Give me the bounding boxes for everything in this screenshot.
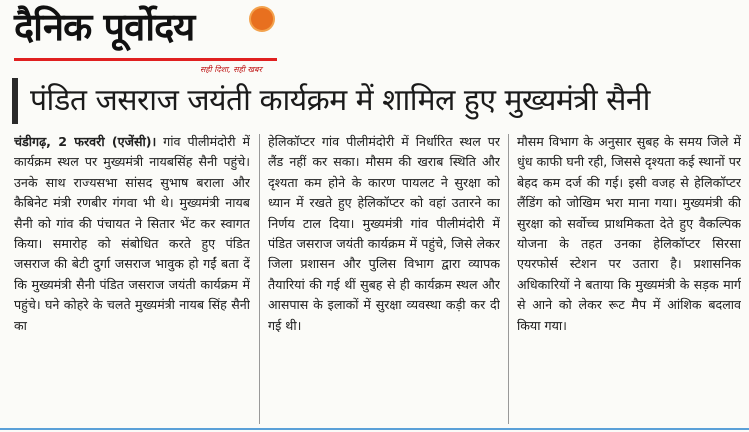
article-dateline: चंडीगढ़, 2 फरवरी (एजेंसी)। bbox=[14, 134, 157, 149]
article-column-2: हेलिकॉप्टर गांव पीलीमंदोरी में निर्धारित स्थल पर लैंड नहीं कर सका। मौसम की खराब स्थिति और दृश्यता कम होने के कारण पायलट ने सुरक्षा को ध्यान में रखते हुए हेलिकॉप्टर को वहां उतारने का निर्णय टाल दिया। मुख्यमंत्री गांव पीलीमंदोरी में पंडित जसराज जयंती कार्यक्रम में पहुंचे, जिसे लेकर जिला प्रशासन और पुलिस विभाग द्वारा व्यापक तैयारियां की गई थीं सुबह से ही कार्यक्रम स्थल और आसपास के इलाकों में सुरक्षा व्यवस्था कड़ी कर दी गई थी। bbox=[268, 134, 500, 333]
sun-logo-icon bbox=[251, 8, 273, 30]
logo-underline bbox=[14, 58, 277, 61]
column-divider bbox=[259, 134, 260, 424]
newspaper-logo: दैनिक पूर्वोदय bbox=[14, 5, 195, 49]
column-divider bbox=[508, 134, 509, 424]
article-headline: पंडित जसराज जयंती कार्यक्रम में शामिल हुए मुख्यमंत्री सैनी bbox=[12, 78, 738, 124]
article-column-1-text: गांव पीलीमंदोरी में कार्यक्रम स्थल पर मुख्यमंत्री नायबसिंह सैनी पहुंचे। उनके साथ राज्यसभा सांसद सुभाष बराला और कैबिनेट मंत्री रणबीर गंगवा भी थे। मुख्यमंत्री नायब सैनी को गांव की पंचायत ने सितार भेंट कर स्वागत किया। समारोह को संबोधित करते हुए पंडित जसराज की बेटी दुर्गा जसराज भावुक हो गईं बता दें कि मुख्यमंत्री सैनी पंडित जसराज जयंती कार्यक्रम में पहुंचे। घने कोहरे के चलते मुख्यमंत्री नायब सिंह सैनी का bbox=[14, 134, 250, 333]
article-column-1 bbox=[14, 132, 250, 426]
article-body bbox=[14, 132, 744, 426]
article-column-3: मौसम विभाग के अनुसार सुबह के समय जिले में धुंध काफी घनी रही, जिससे दृश्यता कई स्थानों पर बेहद कम दर्ज की गई। इसी वजह से हेलिकॉप्टर लैंडिंग को जोखिम भरा माना गया। मुख्यमंत्री की सुरक्षा को सर्वोच्च प्राथमिकता देते हुए वैकल्पिक योजना के तहत उनका हेलिकॉप्टर सिरसा एयरफोर्स स्टेशन पर उतारा है। प्रशासनिक अधिकारियों ने बताया कि मुख्यमंत्री के सड़क मार्ग से आने को लेकर रूट मैप में आंशिक बदलाव किया गया। bbox=[517, 134, 741, 333]
page-bottom-rule bbox=[0, 428, 749, 430]
masthead bbox=[0, 0, 749, 74]
newspaper-tagline: सही दिशा, सही खबर bbox=[200, 65, 262, 74]
